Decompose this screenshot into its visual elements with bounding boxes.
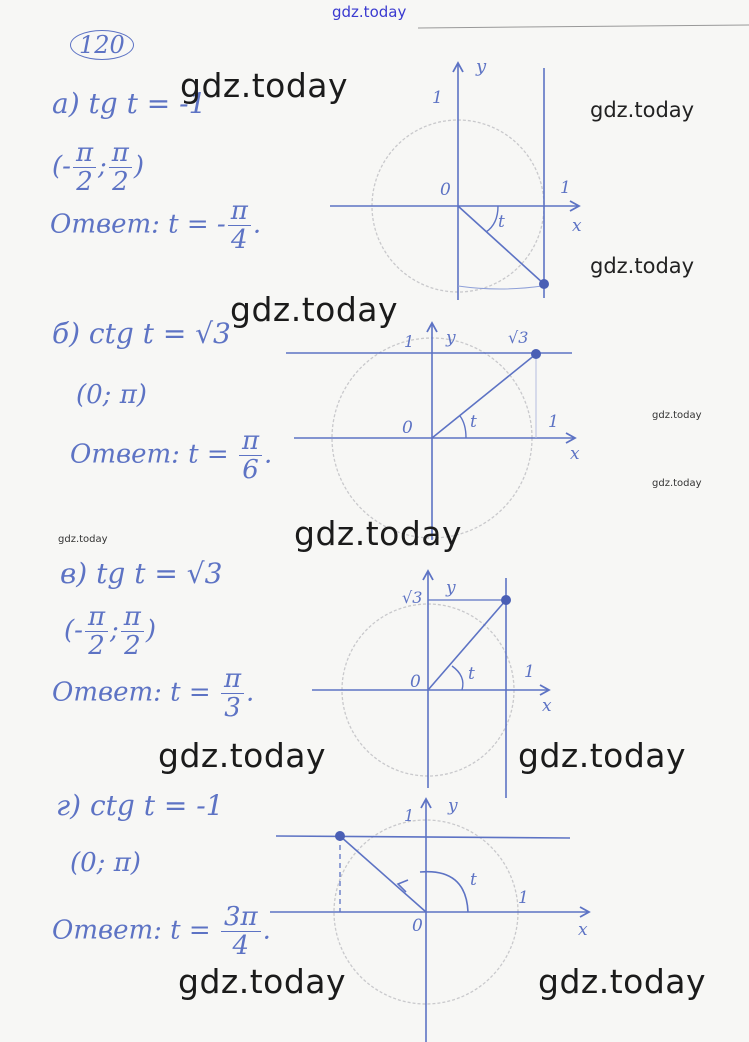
watermark-12: gdz.today [538,962,707,1001]
fig-c-angle-label: t [468,664,475,684]
part-a-answer-dot: . [252,209,262,240]
fig-c-x-label: x [542,696,552,716]
watermark-5: gdz.today [652,410,702,421]
part-b-answer-num: π [239,428,262,456]
figure-a [330,64,578,300]
fig-a-y-label: y [476,56,487,77]
fig-d-angle-label: t [470,870,477,890]
part-c-interval-close: ) [145,615,157,646]
watermark-1: gdz.today [180,66,349,105]
fig-d-x-label: x [578,920,588,940]
part-a-answer [50,198,261,253]
fig-d-y-label: y [448,796,458,816]
fig-b-point-label: √3 [508,328,529,347]
part-d-answer-frac [221,904,261,959]
part-c-interval-sep: ; [110,615,119,646]
part-c-interval-frac2 [121,604,144,659]
part-b-interval: (0; π) [76,380,147,410]
fig-b-one-y: 1 [404,332,415,351]
part-a-answer-frac [228,198,251,253]
part-c-answer-frac [221,666,244,721]
fig-b-x-label: x [570,444,580,464]
part-a-equation: tg t = -1 [88,87,207,120]
part-d-letter: г) [56,789,82,822]
fig-d-origin: 0 [412,916,423,936]
part-c-interval [64,604,156,659]
part-d-answer-text: Ответ: t = [52,915,219,946]
fig-d-one-x: 1 [518,888,529,908]
watermark-6: gdz.today [652,478,702,489]
part-c-frac1-den: 2 [88,631,105,661]
part-c-frac2-num: π [121,604,144,632]
watermark-4: gdz.today [230,290,399,329]
fig-a-angle-label: t [498,212,505,232]
part-d-equation: ctg t = -1 [89,789,224,822]
part-a-interval-open: (- [52,151,71,182]
part-a-frac2-num: π [109,140,132,168]
part-b-letter: б) [52,317,81,350]
part-a-answer-num: π [228,198,251,226]
part-d-answer-num: 3π [221,904,261,932]
part-d-answer-dot: . [262,915,271,946]
part-a-letter: а) [52,87,80,120]
fig-c-y-label: y [446,578,456,598]
figure-b [286,324,574,540]
part-d-heading [56,789,224,822]
part-a-answer-den: 4 [230,225,248,255]
watermark-9: gdz.today [158,736,327,775]
part-b-answer-den: 6 [242,455,259,485]
part-c-equation: tg t = √3 [96,557,223,590]
part-a-answer-text: Ответ: t = - [50,209,226,240]
part-d-interval: (0; π) [70,848,141,878]
part-a-frac2-den: 2 [112,167,129,197]
part-d-answer [52,904,271,959]
fig-a-one-y: 1 [432,88,443,108]
fig-b-origin: 0 [402,418,413,438]
part-b-heading [52,317,231,350]
fig-a-x-label: x [572,216,582,236]
watermark-top: gdz.today [332,3,407,21]
fig-b-one-x: 1 [548,412,559,432]
fig-b-angle-label: t [470,412,477,432]
part-b-answer-frac [239,428,262,483]
figure-c [312,572,548,798]
part-c-interval-open: (- [64,615,83,646]
part-c-letter: в) [60,557,88,590]
part-b-answer-text: Ответ: t = [70,439,237,470]
part-c-heading [60,557,223,590]
part-c-interval-frac1 [85,604,108,659]
fig-a-one-x: 1 [560,178,571,198]
watermark-3: gdz.today [590,254,695,278]
fig-c-point-label: √3 [402,588,423,607]
fig-a-origin: 0 [440,180,451,200]
part-c-frac2-den: 2 [124,631,141,661]
watermark-8: gdz.today [58,534,108,545]
watermark-7: gdz.today [294,514,463,553]
fig-c-one-x: 1 [524,662,535,682]
part-c-answer-dot: . [246,677,255,708]
part-c-answer [52,666,254,721]
part-a-interval-sep: ; [98,151,107,182]
figure-d [270,796,588,1042]
watermark-11: gdz.today [178,962,347,1001]
part-a-frac1-den: 2 [76,167,93,197]
part-b-answer-dot: . [264,439,273,470]
part-b-equation: ctg t = √3 [88,317,231,350]
part-a-interval-frac1 [73,140,96,195]
part-a-interval-frac2 [109,140,132,195]
part-c-answer-num: π [221,666,244,694]
part-b-answer [70,428,272,483]
fig-c-origin: 0 [410,672,421,692]
problem-number: 120 [70,30,134,60]
part-a-frac1-num: π [73,140,96,168]
part-a-interval-close: ) [133,151,145,182]
part-c-answer-text: Ответ: t = [52,677,219,708]
part-a-interval [52,140,144,195]
watermark-10: gdz.today [518,736,687,775]
fig-b-y-label: y [446,328,456,348]
part-d-answer-den: 4 [232,931,250,961]
part-c-answer-den: 3 [224,693,241,723]
fig-d-one-y: 1 [404,806,415,825]
part-c-frac1-num: π [85,604,108,632]
watermark-2: gdz.today [590,98,695,122]
